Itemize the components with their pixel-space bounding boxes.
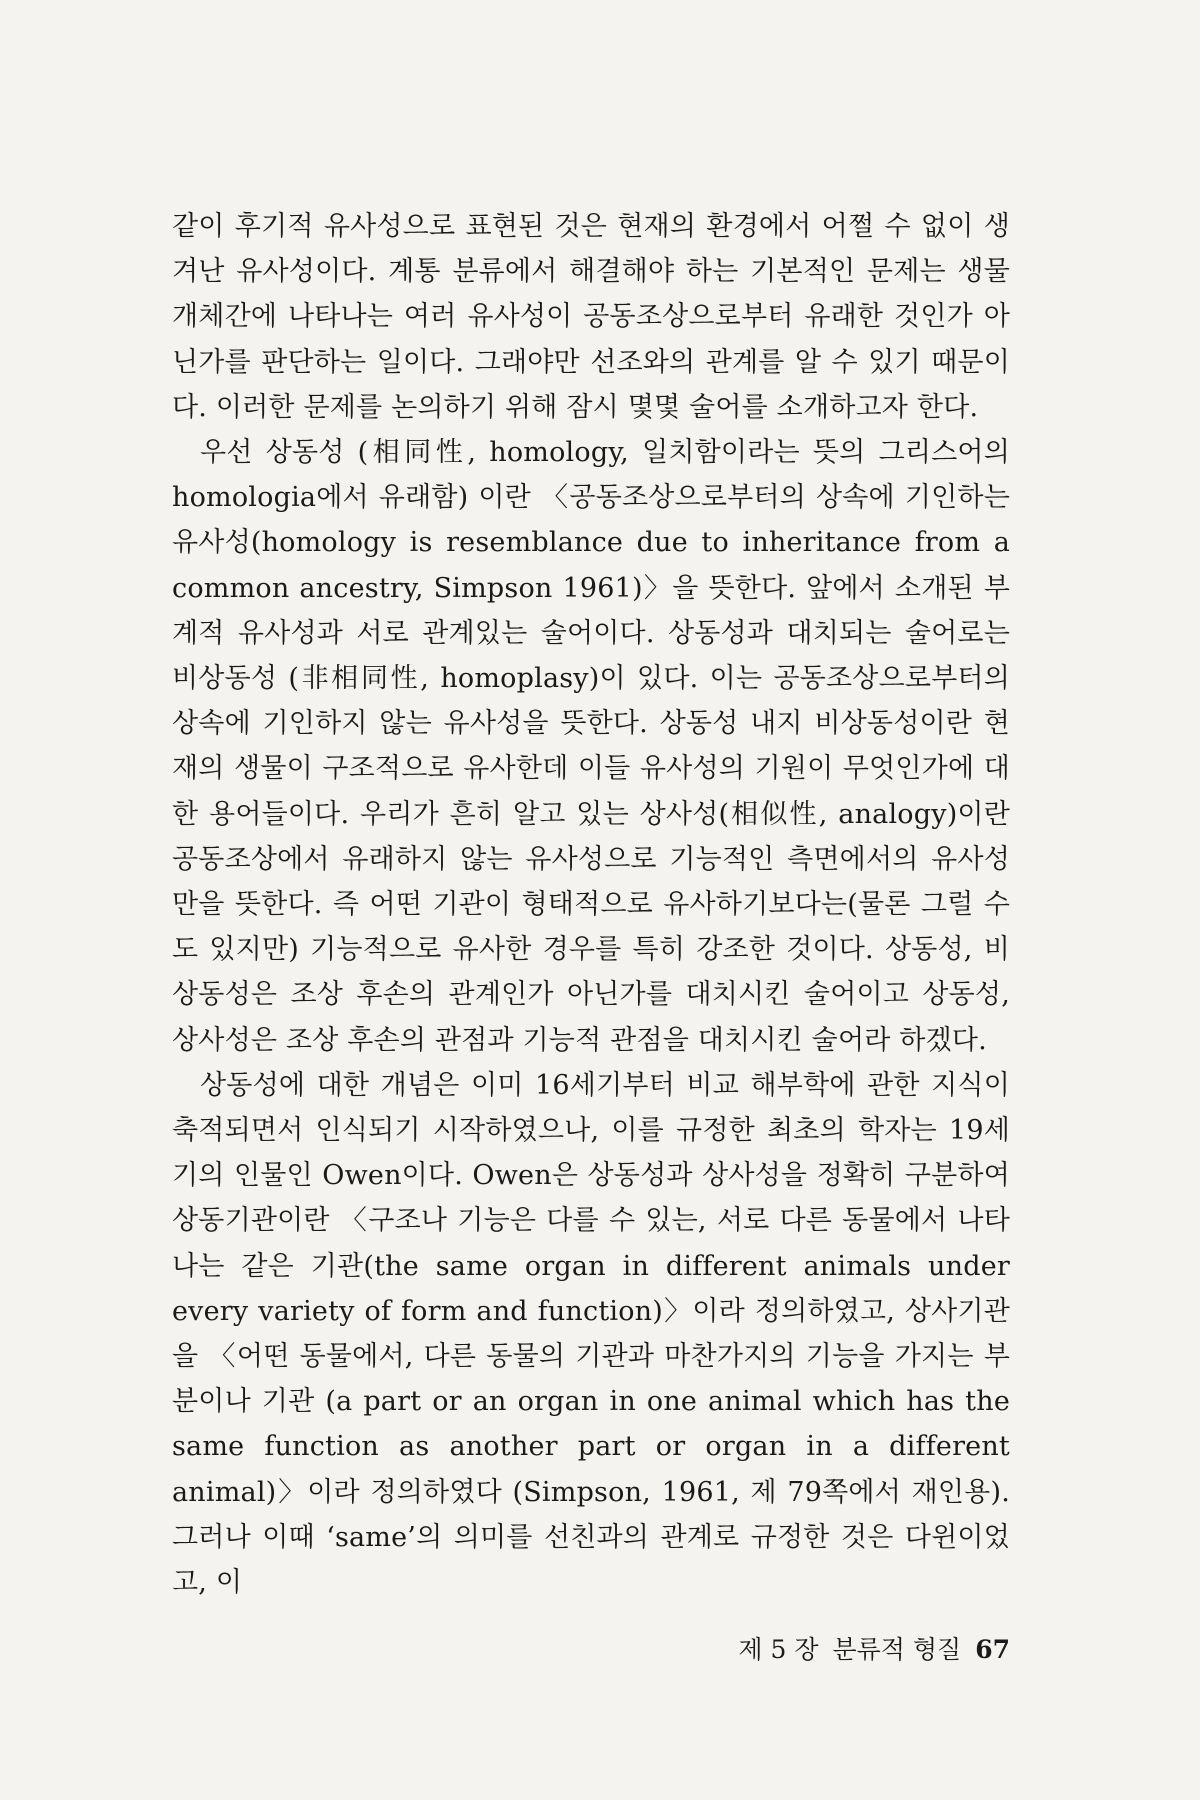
paragraph-1: 같이 후기적 유사성으로 표현된 것은 현재의 환경에서 어쩔 수 없이 생겨난 유사성이다. 계통 분류에서 해결해야 하는 기본적인 문제는 생물 개체간에 나타나는 여러 유사성이 공동조상으로부터 유래한 것인가 아닌가를 판단하는 일이다. 그래야만 선조와의 관계를 알 수 있기 때문이다. 이러한 문제를 논의하기 위해 잠시 몇몇 술어를 소개하고자 한다. bbox=[172, 211, 1010, 423]
page-footer bbox=[700, 1634, 1010, 1666]
page-number: 67 bbox=[975, 1635, 1010, 1664]
body-text bbox=[172, 204, 1010, 1605]
chapter-title: 분류적 형질 bbox=[832, 1635, 962, 1664]
paragraph-2: 우선 상동성 (相同性, homology, 일치함이라는 뜻의 그리스어의 homologia에서 유래함) 이란 〈공동조상으로부터의 상속에 기인하는 유사성(homology is resemblance due to inheritance from a common ancestry, Simpson 1961)〉을 뜻한다. 앞에서 소개된 부계적 유사성과 서로 관계있는 술어이다. 상동성과 대치되는 술어로는 비상동성 (非相同性, homoplasy)이 있다. 이는 공동조상으로부터의 상속에 기인하지 않는 유사성을 뜻한다. 상동성 내지 비상동성이란 현재의 생물이 구조적으로 유사한데 이들 유사성의 기원이 무엇인가에 대한 용어들이다. 우리가 흔히 알고 있는 상사성(相似性, analogy)이란 공동조상에서 유래하지 않는 유사성으로 기능적인 측면에서의 유사성만을 뜻한다. 즉 어떤 기관이 형태적으로 유사하기보다는(물론 그럴 수도 있지만) 기능적으로 유사한 경우를 특히 강조한 것이다. 상동성, 비상동성은 조상 후손의 관계인가 아닌가를 대치시킨 술어이고 상동성, 상사성은 조상 후손의 관점과 기능적 관점을 대치시킨 술어라 하겠다. bbox=[172, 437, 1010, 1056]
paragraph-3: 상동성에 대한 개념은 이미 16세기부터 비교 해부학에 관한 지식이 축적되면서 인식되기 시작하였으나, 이를 규정한 최초의 학자는 19세기의 인물인 Owen이다. Owen은 상동성과 상사성을 정확히 구분하여 상동기관이란 〈구조나 기능은 다를 수 있는, 서로 다른 동물에서 나타나는 같은 기관(the same organ in different animals under every variety of form and function)〉이라 정의하였고, 상사기관을 〈어떤 동물에서, 다른 동물의 기관과 마찬가지의 기능을 가지는 부분이나 기관 (a part or an organ in one animal which has the same function as another part or organ in a different animal)〉이라 정의하였다 (Simpson, 1961, 제 79쪽에서 재인용). 그러나 이때 ‘same’의 의미를 선친과의 관계로 규정한 것은 다윈이었고, 이 bbox=[172, 1069, 1010, 1599]
chapter-label: 제 5 장 bbox=[738, 1635, 819, 1664]
